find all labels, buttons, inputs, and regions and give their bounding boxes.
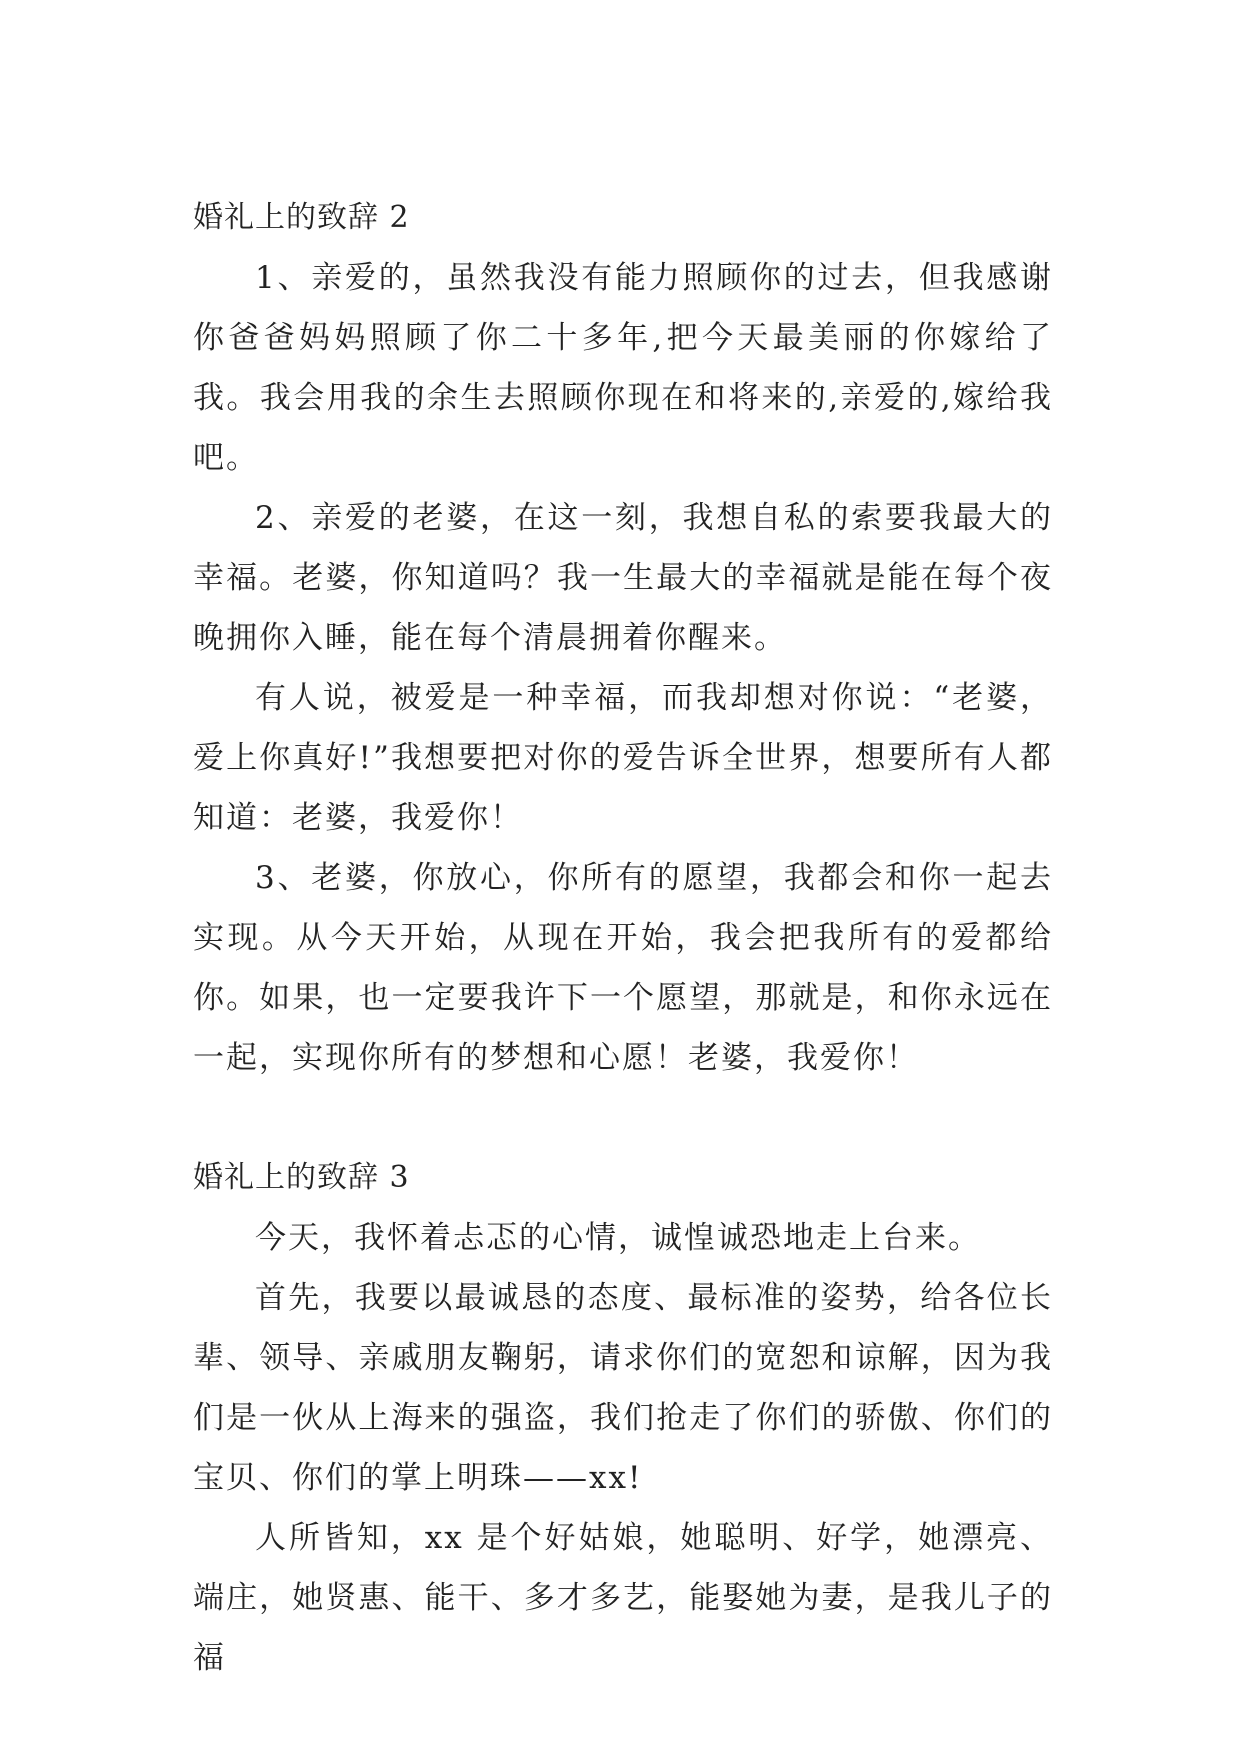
section-2-paragraph-2: 2、亲爱的老婆，在这一刻，我想自私的索要我最大的幸福。老婆，你知道吗？我一生最大的幸福就是能在每个夜晚拥你入睡，能在每个清晨拥着你醒来。 xyxy=(193,500,1053,656)
section-2-paragraph-1: 1、亲爱的，虽然我没有能力照顾你的过去，但我感谢你爸爸妈妈照顾了你二十多年,把今天最美丽的你嫁给了我。我会用我的余生去照顾你现在和将来的,亲爱的,嫁给我吧。 xyxy=(193,260,1053,476)
document-page xyxy=(193,188,1053,1688)
section-spacer xyxy=(193,1088,1053,1148)
section-2-paragraph-3: 有人说，被爱是一种幸福，而我却想对你说：“老婆，爱上你真好!”我想要把对你的爱告诉全世界，想要所有人都知道：老婆，我爱你！ xyxy=(193,680,1053,836)
section-3-title: 婚礼上的致辞 3 xyxy=(193,1160,410,1195)
section-2-title: 婚礼上的致辞 2 xyxy=(193,200,410,235)
section-3-paragraph-3: 人所皆知，xx 是个好姑娘，她聪明、好学，她漂亮、端庄，她贤惠、能干、多才多艺，能娶她为妻，是我儿子的福 xyxy=(193,1520,1053,1676)
section-3-paragraph-1: 今天，我怀着忐忑的心情，诚惶诚恐地走上台来。 xyxy=(255,1220,981,1256)
section-2-paragraph-4: 3、老婆，你放心，你所有的愿望，我都会和你一起去实现。从今天开始，从现在开始，我会把我所有的爱都给你。如果，也一定要我许下一个愿望，那就是，和你永远在一起，实现你所有的梦想和心愿！老婆，我爱你！ xyxy=(193,860,1053,1076)
section-3-paragraph-2: 首先，我要以最诚恳的态度、最标准的姿势，给各位长辈、领导、亲戚朋友鞠躬，请求你们的宽恕和谅解，因为我们是一伙从上海来的强盗，我们抢走了你们的骄傲、你们的宝贝、你们的掌上明珠——xx! xyxy=(193,1280,1053,1496)
